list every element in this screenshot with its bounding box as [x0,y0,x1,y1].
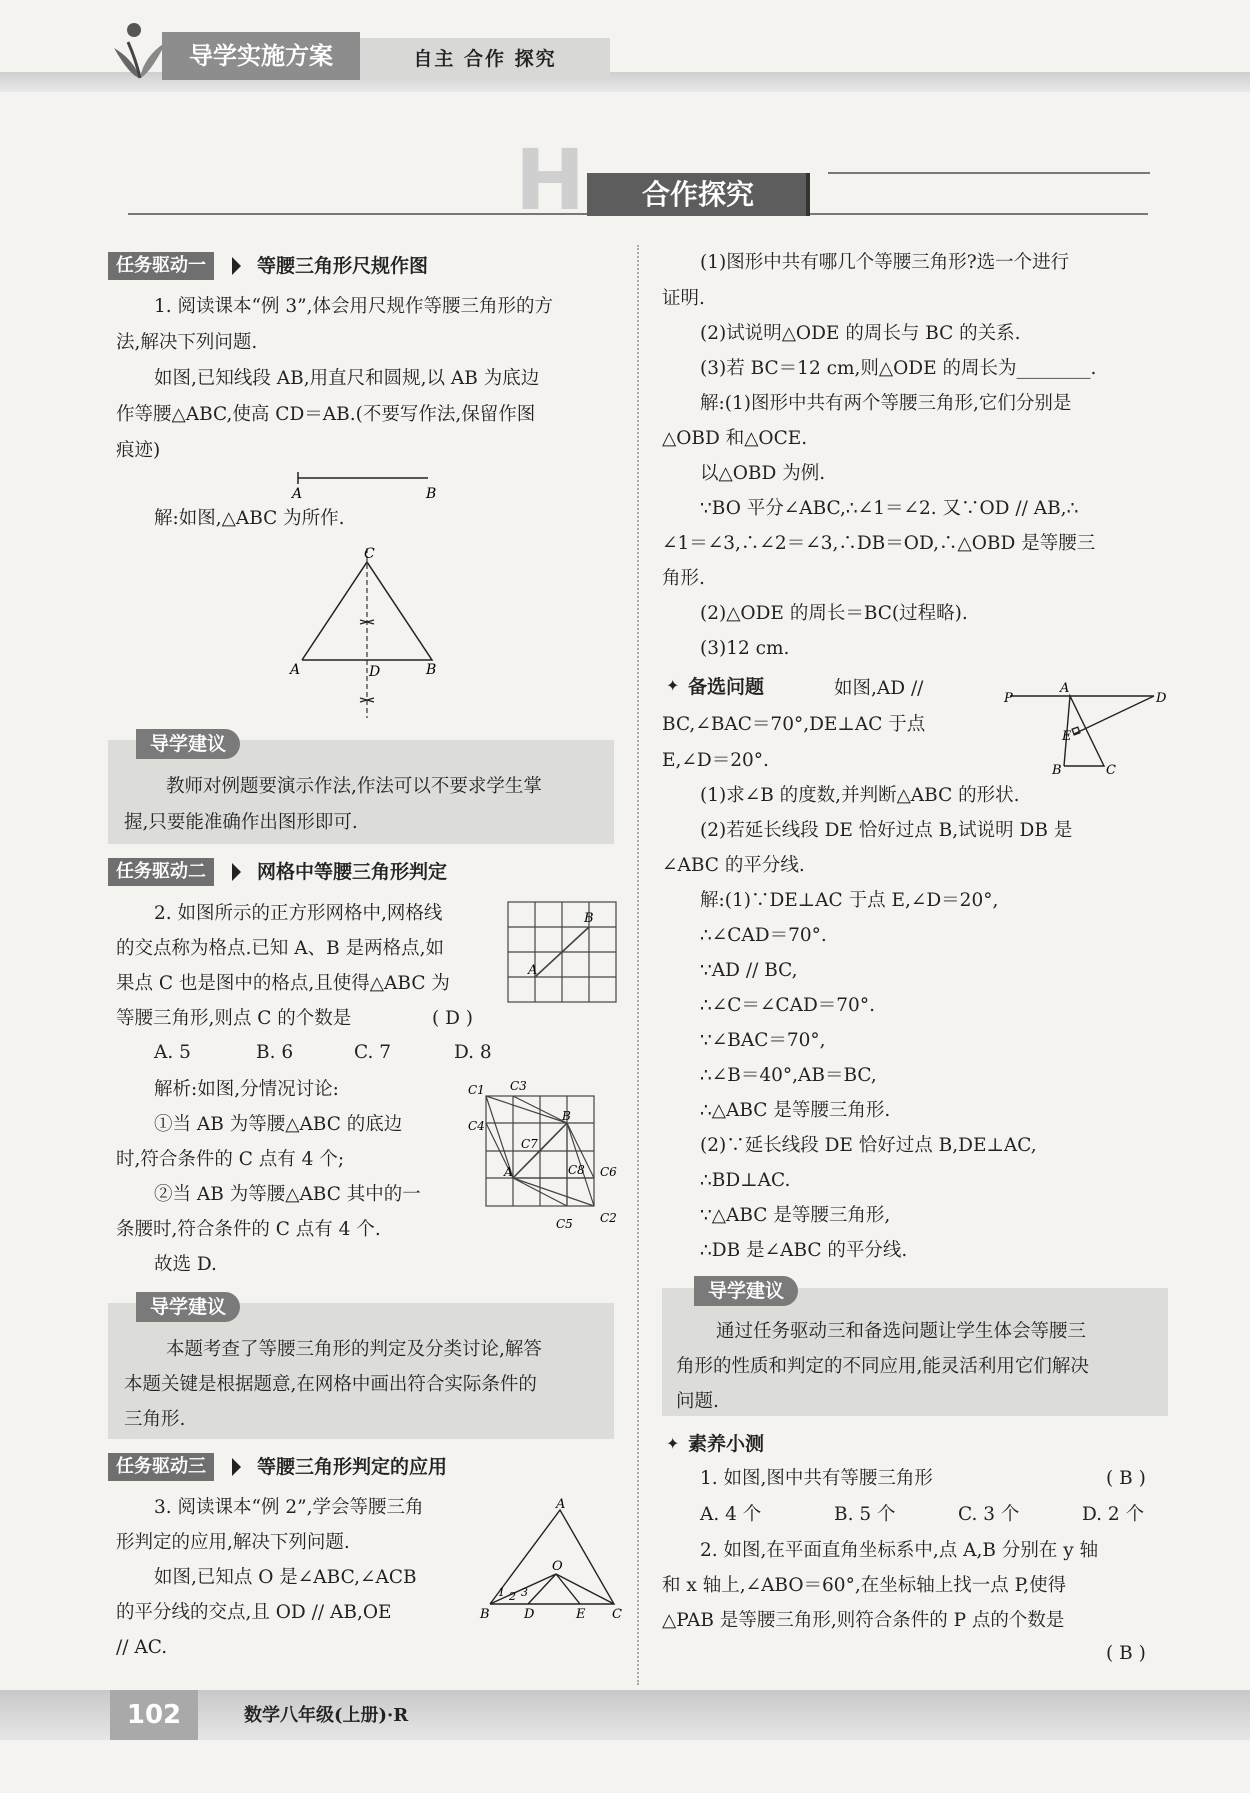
advice3-tag: 导学建议 [694,1276,798,1306]
bisector-label: A [556,1497,566,1512]
triangle-label: D [369,664,381,680]
grid2-label: B [562,1109,571,1123]
grid-label: A [528,963,538,978]
q-line: 证明. [662,288,705,309]
alt-sol-line: ∴BD⊥AC. [700,1170,791,1191]
grid2-label: C4 [468,1119,485,1133]
task3-title: 等腰三角形判定的应用 [257,1456,448,1478]
advice2-line: 三角形. [124,1409,186,1430]
task2-tag: 任务驱动二 [108,858,214,886]
quiz2-line: 2. 如图,在平面直角坐标系中,点 A,B 分别在 y 轴 [700,1540,1099,1561]
alt-line: (1)求∠B 的度数,并判断△ABC 的形状. [700,785,1020,806]
alt-sol-line: ∴∠B＝40°,AB＝BC, [700,1065,877,1086]
alt-sol-line: ∵△ABC 是等腰三角形, [700,1205,891,1226]
alt-sol-line: 解:(1)∵DE⊥AC 于点 E,∠D＝20°, [700,890,999,911]
alt-problem-tag: 备选问题 [688,676,765,698]
grid-figure [500,896,626,1008]
q-line: (3)若 BC＝12 cm,则△ODE 的周长为________. [700,358,1097,379]
task2-analysis: 故选 D. [154,1254,217,1275]
alt-line: (2)若延长线段 DE 恰好过点 B,试说明 DB 是 [700,820,1073,841]
alt-sol-line: ∴∠C＝∠CAD＝70°. [700,995,875,1016]
triangle-label: B [426,662,437,678]
sol-line: ∵BO 平分∠ABC,∴∠1＝∠2. 又∵OD // AB,∴ [700,498,1079,519]
task1-title: 等腰三角形尺规作图 [257,255,429,277]
triangle-label: A [290,662,301,678]
quiz1-option-d: D. 2 个 [1082,1504,1145,1525]
alt-sol-line: ∵∠BAC＝70°, [700,1030,826,1051]
sol-line: 角形. [662,568,705,589]
alt-fig-label: E [1062,729,1072,744]
task2-option-c: C. 7 [354,1042,392,1063]
task1-line: 作等腰△ABC,使高 CD＝AB.(不要写作法,保留作图 [116,404,536,425]
alt-fig-label: C [1106,763,1116,778]
alt-sol-line: ∵AD // BC, [700,960,798,981]
task1-line: 1. 阅读课本“例 3”,体会用尺规作等腰三角形的方 [154,296,553,317]
quiz2-line: △PAB 是等腰三角形,则符合条件的 P 点的个数是 [662,1610,1065,1631]
grid2-label: C8 [568,1163,585,1177]
grid2-label: C5 [556,1217,573,1231]
quiz1-question: 1. 如图,图中共有等腰三角形 [700,1468,933,1489]
alt-line: BC,∠BAC＝70°,DE⊥AC 于点 [662,714,926,735]
sparkle-icon: ✦ [666,1434,680,1453]
alt-line: 如图,AD // [834,678,924,699]
leaf-logo-icon [110,20,170,82]
task3-line: 的平分线的交点,且 OD // AB,OE [116,1602,392,1623]
bisector-figure [476,1496,626,1626]
segment-label: A [292,486,303,500]
bisector-label: 2 [509,1590,516,1603]
quiz1-answer: ( B ) [1106,1468,1146,1489]
alt-line: ∠ABC 的平分线. [662,855,805,876]
quiz2-line: 和 x 轴上,∠ABO＝60°,在坐标轴上找一点 P,使得 [662,1575,1067,1596]
task1-line: 痕迹) [116,440,161,461]
grid2-label: C6 [600,1165,617,1179]
task2-title: 网格中等腰三角形判定 [257,861,448,883]
task3-tag: 任务驱动三 [108,1453,214,1481]
task2-analysis: ②当 AB 为等腰△ABC 其中的一 [154,1184,421,1205]
book-title: 数学八年级(上册)·R [244,1705,409,1726]
advice1-tag: 导学建议 [136,729,240,759]
task3-arrow-icon [232,1458,241,1476]
segment-ab-figure [280,468,440,500]
header-tab-slogan: 自主 合作 探究 [360,38,610,80]
grid2-label: C2 [600,1211,617,1225]
advice3-line: 通过任务驱动三和备选问题让学生体会等腰三 [716,1321,1087,1342]
bisector-label: 1 [498,1586,505,1599]
quiz1-option-a: A. 4 个 [700,1504,762,1525]
task1-solution: 解:如图,△ABC 为所作. [154,508,345,529]
alt-fig-label: A [1060,681,1070,696]
bisector-label: O [552,1559,563,1574]
quiz-tag: 素养小测 [688,1433,765,1455]
task1-line: 如图,已知线段 AB,用直尺和圆规,以 AB 为底边 [154,368,540,389]
task2-analysis: 解析:如图,分情况讨论: [154,1079,339,1100]
grid2-label: C7 [521,1137,538,1151]
section-letter: H [514,131,586,229]
alt-sol-line: ∴DB 是∠ABC 的平分线. [700,1240,908,1261]
grid2-label: C3 [510,1079,527,1093]
task2-arrow-icon [232,863,241,881]
quiz2-answer: ( B ) [1106,1643,1146,1664]
task2-option-d: D. 8 [454,1042,492,1063]
task2-analysis: 条腰时,符合条件的 C 点有 4 个. [116,1219,381,1240]
task3-line: // AC. [116,1637,168,1658]
segment-label: B [426,486,437,500]
advice3-line: 角形的性质和判定的不同应用,能灵活利用它们解决 [676,1356,1089,1377]
bisector-label: 3 [521,1586,528,1599]
alt-fig-label: P [1004,691,1013,706]
sol-line: ∠1＝∠3,∴∠2＝∠3,∴DB＝OD,∴△OBD 是等腰三 [662,533,1096,554]
q-line: (2)试说明△ODE 的周长与 BC 的关系. [700,323,1021,344]
advice3-box [662,1288,1168,1416]
alt-fig-label: D [1156,691,1167,706]
sol-line: (2)△ODE 的周长＝BC(过程略). [700,603,968,624]
sol-line: 以△OBD 为例. [700,463,826,484]
task1-tag: 任务驱动一 [108,252,214,280]
section-tick [806,173,810,216]
page-number: 102 [110,1690,198,1740]
sparkle-icon: ✦ [666,676,680,695]
alt-sol-line: ∴∠CAD＝70°. [700,925,827,946]
advice2-line: 本题考查了等腰三角形的判定及分类讨论,解答 [166,1339,542,1360]
q-line: (1)图形中共有哪几个等腰三角形?选一个进行 [700,252,1070,273]
grid-label: B [584,911,594,926]
triangle-label: C [364,546,375,562]
grid2-label: C1 [468,1083,485,1097]
advice3-line: 问题. [676,1391,719,1412]
advice1-line: 教师对例题要演示作法,作法可以不要求学生掌 [166,776,542,797]
grid-solution-figure [464,1078,624,1236]
quiz1-option-c: C. 3 个 [958,1504,1020,1525]
section-title: 合作探究 [587,173,809,216]
alt-sol-line: ∴△ABC 是等腰三角形. [700,1100,891,1121]
sol-line: (3)12 cm. [700,638,790,659]
header-tab-guide: 导学实施方案 [162,32,360,80]
quiz1-option-b: B. 5 个 [834,1504,896,1525]
section-rule-upper [828,172,1150,174]
column-divider [637,245,639,1685]
task2-option-b: B. 6 [256,1042,294,1063]
task2-analysis: ①当 AB 为等腰△ABC 的底边 [154,1114,403,1135]
alt-fig-label: B [1052,763,1062,778]
task2-answer: ( D ) [432,1008,474,1029]
bisector-label: C [612,1607,622,1622]
bisector-label: B [480,1607,490,1622]
alt-sol-line: (2)∵延长线段 DE 恰好过点 B,DE⊥AC, [700,1135,1037,1156]
bisector-label: E [576,1607,586,1622]
task3-line: 形判定的应用,解决下列问题. [116,1532,350,1553]
alt-problem-figure [994,676,1174,780]
task2-analysis: 时,符合条件的 C 点有 4 个; [116,1149,345,1170]
grid2-label: A [504,1165,513,1179]
task1-line: 法,解决下列问题. [116,332,258,353]
task2-line: 等腰三角形,则点 C 的个数是 [116,1008,352,1029]
bisector-label: D [524,1607,535,1622]
advice2-tag: 导学建议 [136,1292,240,1322]
task3-line: 如图,已知点 O 是∠ABC,∠ACB [154,1567,417,1588]
advice1-line: 握,只要能准确作出图形即可. [124,812,358,833]
task1-arrow-icon [232,257,241,275]
isosceles-construction-figure [280,540,460,720]
advice2-line: 本题关键是根据题意,在网格中画出符合实际条件的 [124,1374,537,1395]
task2-option-a: A. 5 [154,1042,191,1063]
task2-line: 2. 如图所示的正方形网格中,网格线 [154,903,443,924]
alt-line: E,∠D＝20°. [662,750,769,771]
task3-line: 3. 阅读课本“例 2”,学会等腰三角 [154,1497,424,1518]
sol-line: △OBD 和△OCE. [662,428,808,449]
task2-line: 的交点称为格点.已知 A、B 是两格点,如 [116,938,444,959]
sol-line: 解:(1)图形中共有两个等腰三角形,它们分别是 [700,393,1072,414]
task2-line: 果点 C 也是图中的格点,且使得△ABC 为 [116,973,450,994]
